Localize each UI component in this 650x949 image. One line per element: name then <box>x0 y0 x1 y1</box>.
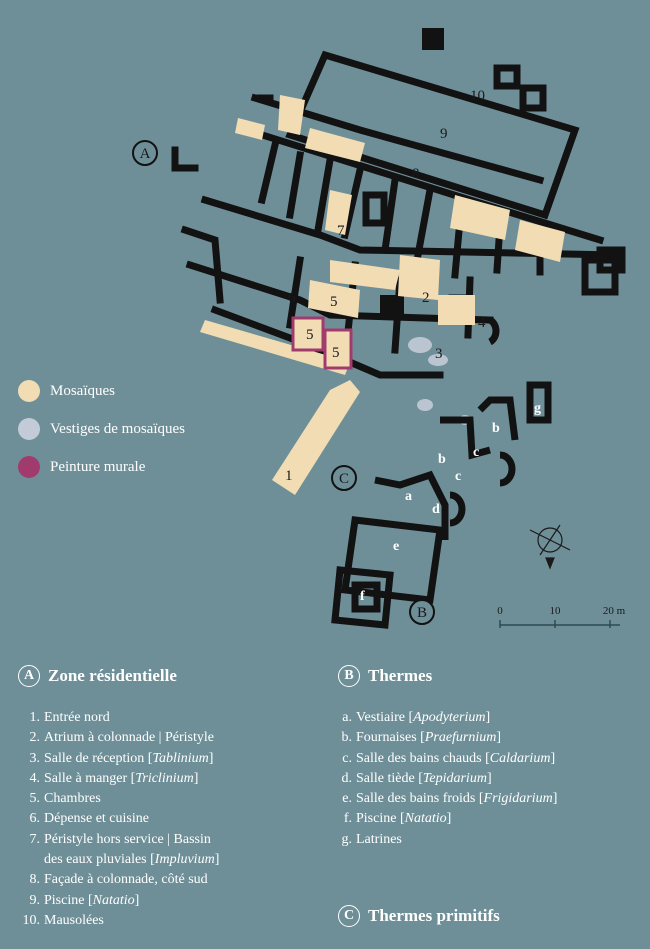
list-item: g. Latrines <box>341 831 402 847</box>
bath-e-label: e <box>393 539 400 554</box>
room-3-label: 3 <box>435 346 443 362</box>
bath-a-label: a <box>405 489 412 504</box>
list-item: 7. Péristyle hors service | Bassin <box>29 831 211 847</box>
room-5a-label: 5 <box>330 294 338 310</box>
list-item: 3. Salle de réception [Tablinium] <box>29 750 214 766</box>
bath-c2-label: c <box>455 469 462 484</box>
zone-a-marker: A <box>139 146 151 162</box>
bath-b2-label: b <box>492 421 500 436</box>
section-a-title <box>18 665 177 687</box>
legend-item-wall-painting <box>18 456 145 478</box>
list-item: 1. Entrée nord <box>29 710 110 725</box>
bath-g-label: g <box>534 401 541 416</box>
room-5c-label: 5 <box>332 345 340 361</box>
scale-bar <box>497 605 625 628</box>
list-item: 10. Mausolées <box>22 912 104 928</box>
list-item: 4. Salle à manger [Triclinium] <box>29 770 199 786</box>
bath-f-label: f <box>360 589 365 604</box>
scale-label-20: 20 m <box>602 605 626 617</box>
section-c-letter: C <box>338 905 360 927</box>
mosaics-swatch-icon <box>18 380 40 402</box>
legend-label: Vestiges de mosaïques <box>50 420 185 437</box>
room-8-label: 8 <box>412 166 420 182</box>
zone-c-marker: C <box>338 471 350 487</box>
section-b-title <box>338 665 432 687</box>
room-6-label: 6 <box>288 290 296 306</box>
room-7-label: 7 <box>337 223 345 239</box>
list-item: b. Fournaises [Praefurnium] <box>341 730 502 746</box>
section-a-letter: A <box>18 665 40 687</box>
legend-label: Mosaïques <box>50 382 115 399</box>
list-item: 8. Façade à colonnade, côté sud <box>29 872 208 888</box>
section-a-heading: Zone résidentielle <box>48 666 177 685</box>
list-item: f. Piscine [Natatio] <box>343 811 452 827</box>
room-5b-label: 5 <box>306 327 314 343</box>
north-arrow-icon <box>530 525 570 568</box>
legend-item-mosaics <box>18 380 115 402</box>
bath-c1-label: c <box>473 445 480 460</box>
section-b-letter: B <box>338 665 360 687</box>
list-item: d. Salle tiède [Tepidarium] <box>341 770 492 786</box>
list-item: a. Vestiaire [Apodyterium] <box>342 710 491 725</box>
list-item: 9. Piscine [Natatio] <box>29 892 140 908</box>
legend-label: Peinture murale <box>50 458 146 475</box>
scale-label-10: 10 <box>549 605 561 617</box>
section-c-title <box>338 905 500 927</box>
mosaic-traces-swatch-icon <box>18 418 40 440</box>
room-10-label: 10 <box>470 88 485 104</box>
bath-d-label: d <box>432 502 440 517</box>
list-item: 6. Dépense et cuisine <box>29 811 149 827</box>
bath-b1-label: b <box>438 452 446 467</box>
room-4-label: 4 <box>478 315 486 331</box>
list-item: c. Salle des bains chauds [Caldarium] <box>342 750 556 766</box>
legend-item-mosaic-traces <box>18 418 185 440</box>
section-b-list <box>332 708 557 850</box>
list-item: 5. Chambres <box>29 791 101 807</box>
room-1-label: 1 <box>285 468 293 484</box>
scale-label-0: 0 <box>497 605 503 617</box>
residential-walls <box>175 28 622 375</box>
section-b-heading: Thermes <box>368 666 433 685</box>
list-item: 2. Atrium à colonnade | Péristyle <box>29 730 214 746</box>
section-a-list <box>20 708 219 931</box>
section-c-heading: Thermes primitifs <box>368 906 500 925</box>
list-item: des eaux pluviales [Impluvium] <box>44 852 220 868</box>
room-2-label: 2 <box>422 290 430 306</box>
list-item: e. Salle des bains froids [Frigidarium] <box>342 791 558 807</box>
room-9-label: 9 <box>440 126 448 142</box>
wall-painting-swatch-icon <box>18 456 40 478</box>
zone-b-marker: B <box>416 605 428 621</box>
